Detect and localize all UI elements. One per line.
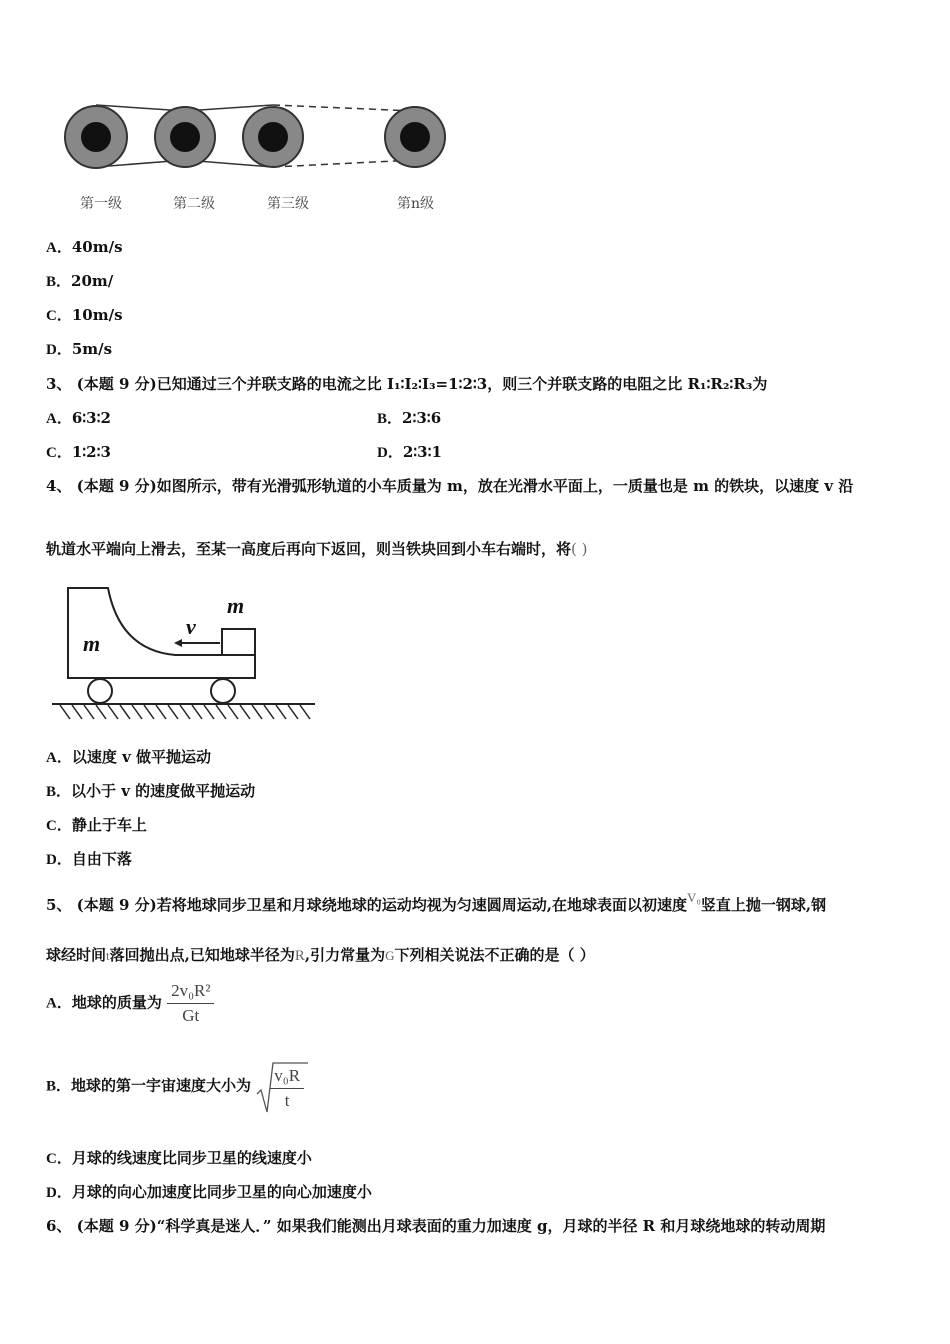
cart-wheel-left	[88, 679, 112, 703]
iron-block	[222, 629, 255, 655]
q2-option-a[interactable]: A．40m/s	[46, 238, 123, 256]
q5-option-c[interactable]: C．月球的线速度比同步卫星的线速度小	[46, 1149, 312, 1167]
pulley-label-2: 第二级	[173, 196, 215, 212]
q2-option-d[interactable]: D．5m/s	[46, 340, 113, 358]
q4-option-c[interactable]: C．静止于车上	[46, 816, 147, 834]
q4-stem-line2: 轨道水平端向上滑去，至某一高度后再向下返回，则当铁块回到小车右端时，将( )	[46, 540, 588, 558]
q3-option-c[interactable]: C．1∶2∶3	[46, 443, 111, 461]
g-symbol: G	[385, 948, 395, 963]
q6-stem: 6、 (本题 9 分)“科学真是迷人．” 如果我们能测出月球表面的重力加速度 g，月球的半径 R 和月球绕地球的转动周期	[46, 1217, 826, 1235]
pulley-label-1: 第一级	[80, 196, 122, 212]
pulley-label-n: 第n级	[397, 196, 435, 212]
answer-bracket: ( )	[571, 540, 588, 558]
first-cosmic-velocity-formula: $\frac{\text{v₀R}}{t}$	[256, 1062, 304, 1111]
velocity-label: v	[186, 614, 196, 639]
ground-hatching	[60, 705, 310, 719]
q3-option-b[interactable]: B．2∶3∶6	[377, 409, 442, 427]
q4-option-d[interactable]: D．自由下落	[46, 850, 132, 868]
q4-option-b[interactable]: B．以小于 v 的速度做平抛运动	[46, 782, 256, 800]
car-mass-label: m	[83, 631, 101, 656]
v0-symbol: V₀	[686, 890, 701, 905]
cart-wheel-right	[211, 679, 235, 703]
q3-option-a[interactable]: A．6∶3∶2	[46, 409, 111, 427]
q5-option-d[interactable]: D．月球的向心加速度比同步卫星的向心加速度小	[46, 1183, 372, 1201]
q2-option-b[interactable]: B．20m/	[46, 272, 114, 290]
pulley-label-3: 第三级	[267, 196, 309, 212]
block-mass-label: m	[227, 593, 245, 618]
pulley-wheels	[65, 106, 445, 168]
q5-option-a[interactable]: A．地球的质量为 $\frac{\text{2v₀R²}}{Gt}$	[46, 981, 214, 1026]
q4-stem-line1: 4、 (本题 9 分)如图所示，带有光滑弧形轨道的小车质量为 m，放在光滑水平面上，一质量也是 m 的铁块，以速度 v 沿	[46, 477, 854, 495]
q5-stem-line1: 5、 (本题 9 分)若将地球同步卫星和月球绕地球的运动均视为匀速圆周运动,在地球表面以初速度V₀竖直上抛一钢球,钢	[46, 890, 827, 914]
q3-option-d[interactable]: D．2∶3∶1	[377, 443, 442, 461]
q2-option-c[interactable]: C．10m/s	[46, 306, 123, 324]
q5-option-b[interactable]: B．地球的第一宇宙速度大小为 $\frac{\text{v₀R}}{t}$	[46, 1062, 304, 1111]
q3-stem: 3、 (本题 9 分)已知通过三个并联支路的电流之比 I₁∶I₂∶I₃=1∶2∶3，则三个并联支路的电阻之比 R₁∶R₂∶R₃为	[46, 375, 768, 393]
r-symbol: R	[294, 948, 305, 964]
sqrt-sign-icon	[256, 1060, 308, 1116]
q5-stem-line2: 球经时间t落回抛出点,已知地球半径为R,引力常量为G下列相关说法不正确的是（ ）	[46, 946, 595, 964]
earth-mass-formula: $\frac{\text{2v₀R²}}{Gt}$	[167, 981, 214, 1026]
q4-option-a[interactable]: A．以速度 v 做平抛运动	[46, 748, 212, 766]
t-symbol: t	[106, 948, 110, 963]
